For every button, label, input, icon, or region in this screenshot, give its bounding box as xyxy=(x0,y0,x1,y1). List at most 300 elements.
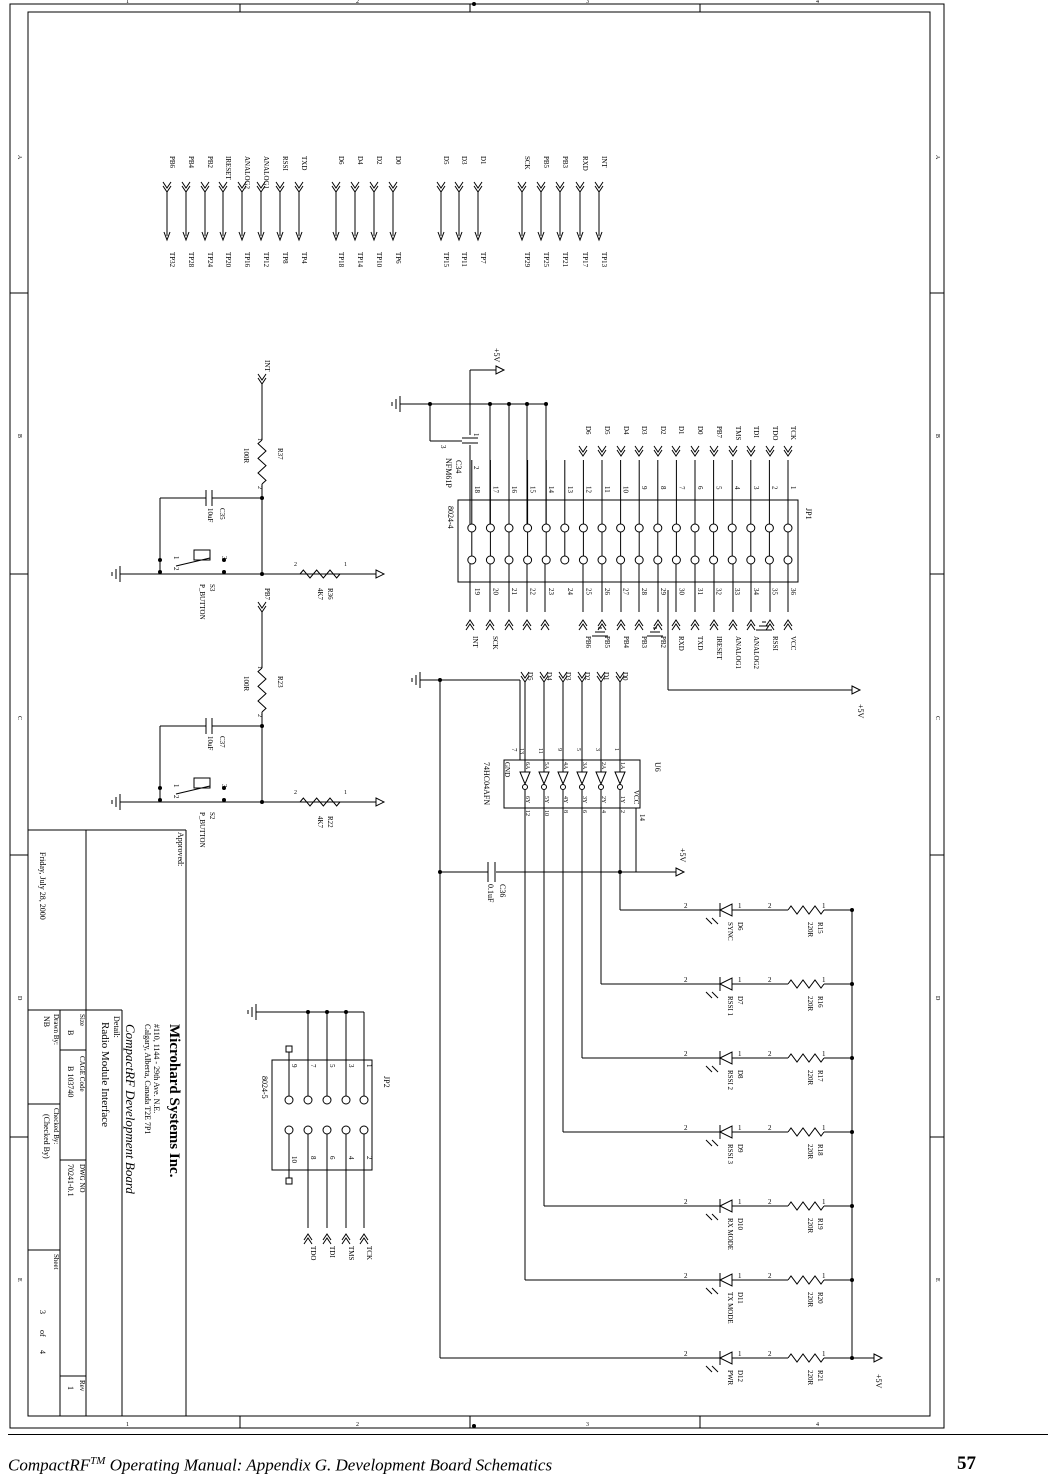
header-jp2 xyxy=(248,1004,373,1261)
led-ray xyxy=(706,1214,712,1220)
jp1-pin xyxy=(579,524,587,532)
pin-label: 2 xyxy=(294,790,297,796)
jp2-pin xyxy=(304,1096,312,1104)
u6-out-pin: 6 xyxy=(581,810,587,813)
u6-in-pin: 13 xyxy=(518,748,524,754)
testpoint-ref-TP16: TP16 xyxy=(243,252,251,268)
resistor-ref-R15: R15 xyxy=(816,922,824,934)
pin-label: 2 xyxy=(684,1198,688,1206)
jp2-pin xyxy=(342,1096,350,1104)
jp2-pin-number: 3 xyxy=(347,1064,355,1068)
testpoint-arrow-inner xyxy=(537,186,545,192)
jp1-pin xyxy=(710,524,718,532)
zone-col-top-4: 4 xyxy=(816,0,819,5)
jp1-pin xyxy=(561,524,569,532)
jp2-pin-number: 1 xyxy=(365,1064,373,1068)
junction xyxy=(158,558,162,562)
resistor-value-R22: 4K7 xyxy=(316,816,324,829)
jp1-pin xyxy=(728,524,736,532)
testpoint-arrow-inner xyxy=(182,186,190,192)
testpoint-arrow-inner xyxy=(219,186,227,192)
junction xyxy=(260,800,264,804)
switch-ref-S3: S3 xyxy=(208,584,216,592)
jp1-net-arrow-inner xyxy=(579,450,587,456)
jp2-pin-number: 6 xyxy=(328,1156,336,1160)
testpoint-net-PB5: PB5 xyxy=(542,156,550,169)
pin-label: 1 xyxy=(738,1350,742,1358)
resistor-R19 xyxy=(788,1202,824,1210)
pin-label: 1 xyxy=(822,1198,826,1206)
dwg-value: 70241-0.1 xyxy=(66,1164,75,1197)
resistor-ref-R36: R36 xyxy=(326,588,334,600)
zone-col-bottom-3: 3 xyxy=(586,1422,589,1428)
jp1-bot-net-PB3: PB3 xyxy=(640,636,648,649)
jp1-pin xyxy=(505,524,513,532)
u6-out-pin: 8 xyxy=(562,810,568,813)
junction xyxy=(850,1278,854,1282)
inverter-gate xyxy=(596,772,606,784)
drawing-date: Friday, July 28, 2000 xyxy=(38,852,47,920)
sheet-total: 4 xyxy=(38,1350,47,1354)
jp1-pin-number: 34 xyxy=(751,588,760,595)
led-ray xyxy=(712,1214,718,1220)
u6-input-net-D0: D0 xyxy=(621,672,629,681)
resistor-value-R20: 220R xyxy=(806,1292,814,1308)
rev-value: 1 xyxy=(66,1386,75,1390)
led-diode xyxy=(720,1352,732,1364)
jp1-bottom-arrow-inner xyxy=(766,620,774,626)
jp1-pin-number: 7 xyxy=(677,486,686,490)
jp2-net-arrow-inner xyxy=(360,1234,368,1240)
supply-label-jp1: +5V xyxy=(856,704,865,719)
led-label-D10: RX MODE xyxy=(726,1218,734,1251)
pin-label: 1 xyxy=(344,790,347,796)
jp1-bottom-arrow-inner xyxy=(541,620,549,626)
zone-col-bottom-2: 2 xyxy=(356,1422,359,1428)
jp1-net-arrow-inner xyxy=(672,450,680,456)
testpoint-net-INT: INT xyxy=(600,156,608,168)
jp1-pin xyxy=(672,556,680,564)
pin-label: 1 xyxy=(822,1050,826,1058)
resistor-ref-R37: R37 xyxy=(276,448,284,460)
pullup-arrow xyxy=(376,798,384,806)
jp1-pin-number: 36 xyxy=(789,588,797,595)
jp1-pin xyxy=(542,556,550,564)
resistor-value-R23: 100R xyxy=(242,676,250,692)
jp1-bottom-arrow-inner xyxy=(710,620,718,626)
ground-symbol xyxy=(112,566,120,582)
testpoint-arrow-inner xyxy=(518,186,526,192)
jp1-net-TCK: TCK xyxy=(789,426,797,440)
led-label-D11: TX MODE xyxy=(726,1292,734,1324)
jp1-net-D2: D2 xyxy=(659,426,667,435)
pin-label: 2 xyxy=(684,902,688,910)
jp1-pin-number: 23 xyxy=(547,588,556,595)
pin-label: 2 xyxy=(294,562,297,568)
testpoint-net-D5: D5 xyxy=(442,156,450,165)
pin-label: 1 xyxy=(822,902,826,910)
zone-row-right-D: D xyxy=(934,996,940,1001)
jp1-pin xyxy=(691,556,699,564)
pin-label: 1 xyxy=(822,976,826,984)
zone-col-top-2: 2 xyxy=(356,0,359,5)
led-ray xyxy=(706,1066,712,1072)
jp1-pin-number: 29 xyxy=(658,588,667,595)
zone-arrow-top xyxy=(472,2,476,6)
led-D10 xyxy=(684,1198,854,1250)
led-ray xyxy=(706,918,712,924)
zone-col-top-3: 3 xyxy=(586,0,589,5)
pin-label: 1 xyxy=(738,976,742,984)
jp1-pin-number: 11 xyxy=(603,486,611,493)
jp1-net-D6: D6 xyxy=(584,426,592,435)
switch-value-S2: P_BUTTON xyxy=(198,812,206,848)
jp1-net-D0: D0 xyxy=(696,426,704,435)
pullup-arrow xyxy=(376,570,384,578)
led-D9 xyxy=(684,1124,854,1165)
testpoint-net-IRESET: IRESET xyxy=(224,156,232,180)
testpoint-arrow-inner xyxy=(351,186,359,192)
led-ref-D8: D8 xyxy=(736,1070,744,1079)
jp1-pin-number: 2 xyxy=(770,486,779,490)
u6-in-pin: 3 xyxy=(594,748,600,751)
jp1-pin-number: 4 xyxy=(733,486,742,490)
pin-label: 1 xyxy=(738,1198,742,1206)
jp1-bottom-arrow-inner xyxy=(654,620,662,626)
jp1-pin-number: 31 xyxy=(696,588,704,595)
cap-ref-C37: C37 xyxy=(218,736,226,748)
inner-border xyxy=(28,12,930,1416)
resistor-R17 xyxy=(788,1054,824,1062)
jp1-pin-number: 9 xyxy=(640,486,649,490)
jp1-net-TMS: TMS xyxy=(734,426,742,441)
u6-in-name: 2A xyxy=(600,762,606,770)
u6-in-name: 5A xyxy=(543,762,549,770)
jp2-pin-number: 7 xyxy=(309,1064,317,1068)
c36-ref: C36 xyxy=(498,884,507,898)
footer-rest: Operating Manual: Appendix G. Development Board Schematics xyxy=(105,1455,553,1475)
testpoint-net-D2: D2 xyxy=(375,156,383,165)
size-label: Size xyxy=(78,1014,86,1027)
jp1-net-D1: D1 xyxy=(677,426,685,435)
testpoint-ref-TP14: TP14 xyxy=(356,252,364,268)
junction xyxy=(325,1010,329,1014)
led-ray xyxy=(712,918,718,924)
resistor-value-R19: 220R xyxy=(806,1218,814,1234)
u6-out-pin: 2 xyxy=(619,810,625,813)
u6-in-pin: 9 xyxy=(556,748,562,751)
jp1-pin xyxy=(486,556,494,564)
jp1-bot-net-ANALOG2: ANALOG2 xyxy=(752,636,760,670)
testpoint-arrow-inner xyxy=(295,186,303,192)
jp2-pin-number: 9 xyxy=(290,1064,298,1068)
u6-input-net-D3: D3 xyxy=(564,672,572,681)
jp2-pin xyxy=(285,1126,293,1134)
c34-pin1: 1 xyxy=(472,433,480,437)
jp1-bottom-arrow-inner xyxy=(466,620,474,626)
jp1-pin-number: 33 xyxy=(733,588,742,595)
resistor-value-R15: 220R xyxy=(806,922,814,938)
u6-in-name: 6A xyxy=(524,762,530,770)
resistor-value-R36: 4K7 xyxy=(316,588,324,601)
junction xyxy=(158,798,162,802)
dwg-label: DWG NO xyxy=(78,1164,86,1193)
testpoint-net-RSSI: RSSI xyxy=(281,156,289,171)
zone-arrow-bottom xyxy=(472,1424,476,1428)
jp2-net-TMS: TMS xyxy=(347,1246,355,1261)
pin-label: 1 xyxy=(256,666,262,669)
testpoint-net-D3: D3 xyxy=(460,156,468,165)
jp1-pin xyxy=(598,556,606,564)
detail-label: Detail: xyxy=(112,1016,121,1038)
u6-in-name: 3A xyxy=(581,762,587,770)
jp1-bot-net-RSSI: RSSI xyxy=(771,636,779,651)
jp2-net-arrow-inner xyxy=(323,1234,331,1240)
footer-trademark: TM xyxy=(90,1455,106,1467)
jp1-bottom-arrow-inner xyxy=(672,620,680,626)
jp1-bottom-arrow-inner xyxy=(486,620,494,626)
jp1-ref: JP1 xyxy=(804,508,813,520)
jp2-pin-number: 10 xyxy=(290,1156,298,1163)
jp1-pin xyxy=(598,524,606,532)
jp1-pin xyxy=(486,524,494,532)
c34-ref: C34 xyxy=(454,460,463,474)
jp1-net-D3: D3 xyxy=(640,426,648,435)
jp1-bottom-arrow-inner xyxy=(523,620,531,626)
supply-label-leds: +5V xyxy=(874,1374,883,1389)
zone-row-left-E: E xyxy=(16,1278,22,1282)
jp1-pin xyxy=(561,556,569,564)
resistor-value-R16: 220R xyxy=(806,996,814,1012)
inverter-gate xyxy=(558,772,568,784)
jp1-net-arrow-inner xyxy=(598,450,606,456)
footer-product: CompactRF xyxy=(8,1455,91,1475)
jp1-net-arrow-inner xyxy=(617,450,625,456)
jp1-pin xyxy=(524,556,532,564)
resistor-ref-R18: R18 xyxy=(816,1144,824,1156)
reset-circuits xyxy=(112,360,384,848)
jp1-pin-number: 28 xyxy=(640,588,649,595)
ground-symbol xyxy=(248,1004,256,1020)
junction xyxy=(158,786,162,790)
testpoint-net-RXD: RXD xyxy=(581,156,589,171)
led-ref-D12: D12 xyxy=(736,1370,744,1383)
jp1-pin-number: 6 xyxy=(696,486,704,490)
testpoint-ref-TP8: TP8 xyxy=(281,252,289,264)
led-ref-D7: D7 xyxy=(736,996,744,1005)
resistor-ref-R16: R16 xyxy=(816,996,824,1008)
pin-label: 1 xyxy=(172,784,180,788)
led-ray xyxy=(706,1140,712,1146)
jp1-pin xyxy=(784,524,792,532)
led-label-D6: SYNC xyxy=(726,922,734,941)
led-diode xyxy=(720,1126,732,1138)
jp2-part: 8024-5 xyxy=(260,1076,269,1099)
jp1-pin-number: 13 xyxy=(565,486,574,493)
jp1-net-arrow-inner xyxy=(747,450,755,456)
jp1-net-arrow-inner xyxy=(691,450,699,456)
jp1-pin-number: 17 xyxy=(491,486,500,493)
led-ray xyxy=(712,1366,718,1372)
led-ray xyxy=(712,1140,718,1146)
testpoint-net-PB4: PB4 xyxy=(187,156,195,169)
jp2-key xyxy=(286,1178,292,1184)
company-address-1: #110, 1144 - 29th Ave. N.E. xyxy=(152,1024,161,1114)
jp1-net-arrow-inner xyxy=(710,450,718,456)
junction xyxy=(850,982,854,986)
led-label-D7: RSSI 1 xyxy=(726,996,734,1017)
jp2-pin-number: 2 xyxy=(365,1156,373,1160)
junction xyxy=(222,798,226,802)
jp1-pin-number: 1 xyxy=(789,486,797,490)
resistor-value-R18: 220R xyxy=(806,1144,814,1160)
testpoint-arrow-inner xyxy=(389,186,397,192)
junction xyxy=(850,1204,854,1208)
pin-label: 2 xyxy=(768,976,772,984)
inverter-gate xyxy=(577,772,587,784)
led-ray xyxy=(712,992,718,998)
jp1-bottom-arrow-inner xyxy=(635,620,643,626)
jp2-pin xyxy=(360,1126,368,1134)
jp1-pin-number: 3 xyxy=(751,486,760,490)
led-diode xyxy=(720,1200,732,1212)
jp1-bottom-arrow-inner xyxy=(784,620,792,626)
u6-out-pin: 12 xyxy=(524,810,530,816)
jp2-pin-number: 8 xyxy=(309,1156,317,1160)
resistor-R23 xyxy=(258,668,266,712)
testpoint-net-D0: D0 xyxy=(394,156,402,165)
pin-label: 1 xyxy=(172,556,180,560)
inverter-gate xyxy=(520,772,530,784)
jp1-pin-number: 16 xyxy=(510,486,518,493)
led-ref-D11: D11 xyxy=(736,1292,744,1304)
u6-out-name: 4Y xyxy=(562,796,568,804)
jp1-pin-number: 32 xyxy=(714,588,723,595)
jp2-pin xyxy=(323,1096,331,1104)
outer-border xyxy=(10,4,944,1428)
resistor-ref-R22: R22 xyxy=(326,816,334,828)
checked-value: (Checked By) xyxy=(42,1114,51,1159)
jp1-pin-number: 18 xyxy=(472,486,481,493)
resistor-value-R21: 220R xyxy=(806,1370,814,1386)
ground-symbol xyxy=(756,622,772,630)
led-diode xyxy=(720,1274,732,1286)
junction xyxy=(222,570,226,574)
jp1-bot-net-ANALOG1: ANALOG1 xyxy=(734,636,742,670)
resistor-ref-R19: R19 xyxy=(816,1218,824,1230)
supply-top xyxy=(470,366,504,374)
u6-out-pin: 10 xyxy=(543,810,549,816)
jp1-bot-net-SCK: SCK xyxy=(491,636,499,650)
jp1-pin xyxy=(765,556,773,564)
testpoint-net-D1: D1 xyxy=(479,156,487,165)
c34-pin2: 2 xyxy=(472,466,480,470)
zone-row-right-E: E xyxy=(934,1278,940,1282)
jp1-bottom-arrow-inner xyxy=(579,620,587,626)
testpoint-arrow-inner xyxy=(556,186,564,192)
u6-out-name: 6Y xyxy=(524,796,530,804)
jp1-pin-number: 26 xyxy=(603,588,611,595)
junction xyxy=(344,1010,348,1014)
pin-label: 2 xyxy=(684,1350,688,1358)
pin-label: 3 xyxy=(220,556,228,560)
zone-markers xyxy=(10,0,944,1428)
testpoint-ref-TP4: TP4 xyxy=(300,252,308,264)
company-address-2: Calgary, Alberta, Canada T2E 7P1 xyxy=(143,1024,152,1135)
testpoint-arrow-inner xyxy=(201,186,209,192)
testpoint-ref-TP18: TP18 xyxy=(337,252,345,268)
jp1-bot-net-PB5: PB5 xyxy=(603,636,611,649)
pin-label: 2 xyxy=(172,567,180,571)
jp1-net-arrow-inner xyxy=(784,450,792,456)
jp2-net-arrow-inner xyxy=(342,1234,350,1240)
testpoint-ref-TP32: TP32 xyxy=(168,252,176,268)
jp1-pin-number: 5 xyxy=(714,486,723,490)
jp1-net-TDO: TDO xyxy=(771,426,779,441)
zone-col-bottom-1: 1 xyxy=(126,1422,129,1428)
jp1-net-PB7: PB7 xyxy=(715,426,723,439)
jp1-pin xyxy=(765,524,773,532)
led-ray xyxy=(712,1066,718,1072)
jp2-key xyxy=(286,1046,292,1052)
jp1-pin xyxy=(617,556,625,564)
led-label-D8: RSSI 2 xyxy=(726,1070,734,1091)
testpoint-ref-TP28: TP28 xyxy=(187,252,195,268)
u6-pin7: 7 xyxy=(510,748,518,752)
jp1-pin-number: 8 xyxy=(658,486,667,490)
detail-text: Radio Module Interface xyxy=(99,1022,111,1128)
junction xyxy=(850,1056,854,1060)
led-indicators xyxy=(440,590,882,1386)
jp1-pin xyxy=(710,556,718,564)
jp1-pin-number: 25 xyxy=(584,588,593,595)
jp1-bot-net-RXD: RXD xyxy=(677,636,685,651)
pin-label: 2 xyxy=(684,976,688,984)
jp1-pin xyxy=(691,524,699,532)
zone-row-right-B: B xyxy=(934,434,940,439)
led-label-D12: PWR xyxy=(726,1370,734,1386)
testpoint-ref-TP17: TP17 xyxy=(581,252,589,268)
sheet-label: Sheet xyxy=(52,1254,60,1270)
jp1-bottom-arrow-inner xyxy=(617,620,625,626)
jp2-pin xyxy=(304,1126,312,1134)
testpoint-arrow-inner xyxy=(437,186,445,192)
jp1-pin-number: 10 xyxy=(621,486,630,493)
cage-label: CAGE Code xyxy=(78,1056,86,1092)
zone-row-left-C: C xyxy=(16,716,22,721)
sheet-number: 3 xyxy=(38,1310,47,1314)
u6-out-name: 2Y xyxy=(600,796,606,804)
testpoint-arrow-inner xyxy=(595,186,603,192)
testpoint-ref-TP29: TP29 xyxy=(523,252,531,268)
led-D12 xyxy=(440,1350,854,1386)
pin-label: 2 xyxy=(768,1350,772,1358)
jp1-bottom-arrow-inner xyxy=(691,620,699,626)
jp1-bot-net-PB4: PB4 xyxy=(622,636,630,649)
led-D7 xyxy=(684,976,854,1017)
header-jp1 xyxy=(458,402,798,670)
jp1-pin-number: 12 xyxy=(584,486,593,493)
jp2-net-TDI: TDI xyxy=(328,1246,336,1258)
jp2-net-TDO: TDO xyxy=(309,1246,317,1261)
testpoint-arrow-inner xyxy=(332,186,340,192)
jp2-ref: JP2 xyxy=(382,1076,391,1088)
testpoint-net-ANALOG2: ANALOG2 xyxy=(243,156,251,190)
led-ray xyxy=(706,1288,712,1294)
pin-label: 1 xyxy=(738,1272,742,1280)
jp1-pin xyxy=(747,524,755,532)
jp1-pin-number: 19 xyxy=(472,588,481,595)
